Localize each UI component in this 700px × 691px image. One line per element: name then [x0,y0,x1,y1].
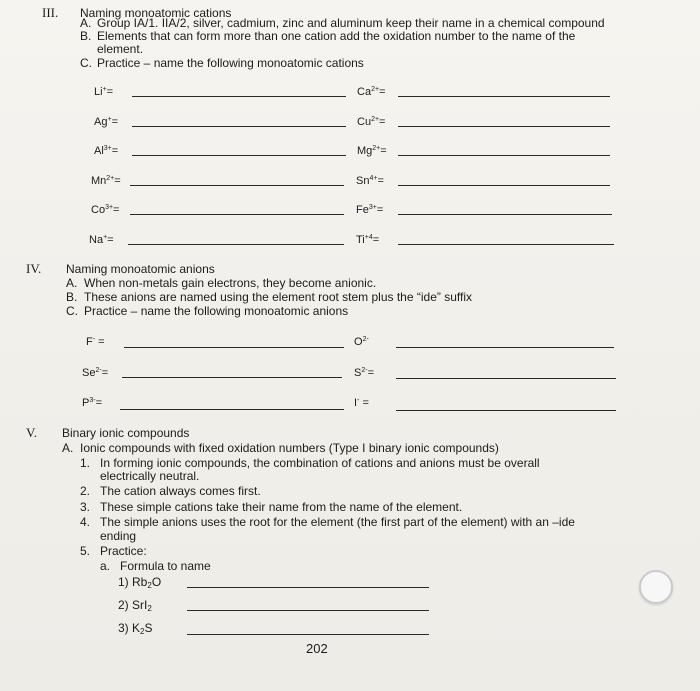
cation-li: Li+= [94,86,114,98]
answer-blank-sn[interactable] [398,185,610,186]
practice-label: Practice: [100,544,147,558]
cation-ca: $Ca^{2+}=$ [357,86,386,98]
item-3-text: These simple cations take their name from the name of the element. [100,500,463,514]
anion-o: $O^{2-}$ [354,336,369,348]
sec4-a-text: When non-metals gain electrons, they become anionic. [84,276,377,290]
answer-blank-k2s[interactable] [187,634,429,635]
sec3-b-line1: Elements that can form more than one cation add the oxidation number to the name of the [97,29,576,43]
cation-mg: $Mg^{2+}=$ [357,145,387,157]
answer-blank-co[interactable] [130,214,344,215]
anion-s: $S^{2-}=$ [354,367,375,379]
formula-3: 3) $K_2S$ [118,621,153,636]
sec4-a-label: A. [66,276,78,290]
sub-a-label: a. [100,559,111,573]
answer-blank-s[interactable] [396,378,616,379]
item-4-number: 4. [80,515,91,529]
answer-blank-mn[interactable] [130,185,344,186]
page-number: 202 [306,641,328,656]
sec3-a-text: Group IA/1. IIA/2, silver, cadmium, zinc and aluminum keep their name in a chemical compound [97,16,605,30]
sec5-a-text: Ionic compounds with fixed oxidation numbers (Type I binary ionic compounds) [80,441,499,455]
answer-blank-i[interactable] [396,410,616,411]
sec5-a-label: A. [62,441,74,455]
formula-2: 2) SrI$_2$ [118,598,152,613]
cation-na: Na+= [89,234,114,246]
answer-blank-f[interactable] [124,347,344,348]
sec3-c-label: C. [80,56,92,70]
section-5-number: V. [26,425,37,440]
sec3-b-line2: element. [97,42,144,56]
sec4-b-label: B. [66,290,78,304]
item-2-text: The cation always comes first. [100,484,261,498]
answer-blank-sri2[interactable] [187,610,429,611]
answer-blank-li[interactable] [132,96,346,97]
sec4-b-text: These anions are named using the element root stem plus the “ide” suffix [84,290,472,304]
sub-a-text: Formula to name [120,559,211,573]
item-3-number: 3. [80,500,91,514]
sec3-b-label: B. [80,29,92,43]
cation-fe: $Fe^{3+}=$ [356,204,384,216]
anion-i: I- = [354,397,369,409]
answer-blank-o[interactable] [396,347,614,348]
sec3-c-text: Practice – name the following monoatomic cations [97,56,364,70]
answer-blank-al[interactable] [132,155,346,156]
item-5-number: 5. [80,544,91,558]
section-5-title: Binary ionic compounds [62,426,190,440]
circle-button[interactable] [639,570,673,604]
cation-co: $Co^{3+}=$ [91,204,120,216]
formula-1: 1) $Rb_2O$ [118,575,162,590]
cation-al: $Al^{3+}=$ [94,145,119,157]
answer-blank-ag[interactable] [132,126,346,127]
anion-se: $Se^{2-}=$ [82,367,109,379]
item-4-line2: ending [100,529,137,543]
cation-sn: $Sn^{4+}=$ [356,175,384,187]
answer-blank-ti[interactable] [398,244,614,245]
answer-blank-rb2o[interactable] [187,587,429,588]
cation-ti: $Ti^{+4}=$ [356,234,380,246]
section-4-number: IV. [26,261,42,276]
item-2-number: 2. [80,484,91,498]
cation-cu: $Cu^{2+}=$ [357,116,386,128]
answer-blank-p[interactable] [120,409,344,410]
item-1-line1: In forming ionic compounds, the combination of cations and anions must be overall [100,456,540,470]
answer-blank-fe[interactable] [398,214,612,215]
item-1-number: 1. [80,456,91,470]
sec3-a-label: A. [80,16,92,30]
cation-ag: Ag+= [94,116,118,128]
sec4-c-label: C. [66,304,78,318]
section-4-title: Naming monoatomic anions [66,262,215,276]
anion-p: $P^{3-}=$ [82,397,103,409]
answer-blank-ca[interactable] [398,96,610,97]
sec4-c-text: Practice – name the following monoatomic anions [84,304,349,318]
section-3-number: III. [42,5,59,20]
item-4-line1: The simple anions uses the root for the element (the first part of the element) with an –ide [100,515,575,529]
section-3-title: Naming monoatomic cations [80,6,232,20]
answer-blank-na[interactable] [128,244,344,245]
cation-mn: $Mn^{2+}=$ [91,175,121,187]
answer-blank-mg[interactable] [398,155,610,156]
answer-blank-se[interactable] [122,377,342,378]
item-1-line2: electrically neutral. [100,469,200,483]
anion-f: F- = [86,336,105,348]
answer-blank-cu[interactable] [398,126,610,127]
